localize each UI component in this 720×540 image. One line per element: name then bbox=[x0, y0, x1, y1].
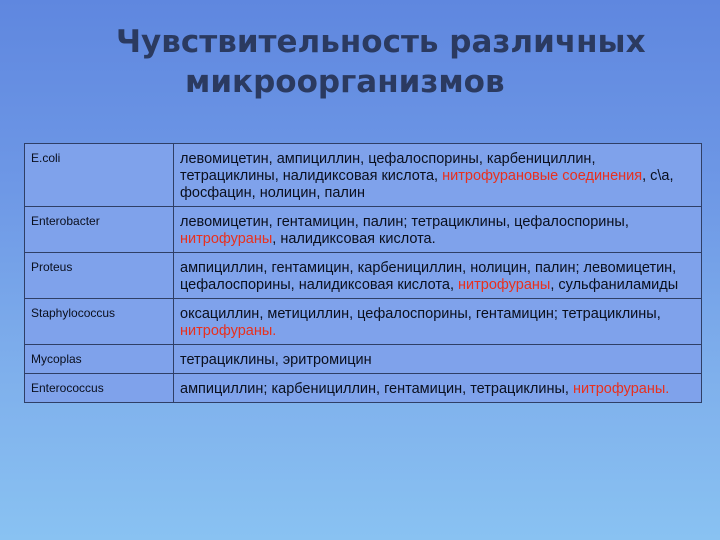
slide-title bbox=[0, 22, 720, 102]
antibiotics-cell bbox=[174, 299, 702, 345]
organism-cell: Enterobacter bbox=[25, 207, 174, 253]
antibiotics-cell bbox=[174, 144, 702, 207]
organism-cell: E.coli bbox=[25, 144, 174, 207]
table-row bbox=[25, 374, 702, 403]
drug-text: левомицетин, гентамицин, палин; тетрациклины, цефалоспорины, bbox=[180, 214, 629, 230]
drug-text: , сульфаниламиды bbox=[550, 277, 679, 293]
drug-text: левомицетин, ампициллин, цефалоспорины, карбенициллин, тетрациклины, налидиксовая кислота, bbox=[180, 151, 596, 184]
highlighted-drug-text: нитрофураны bbox=[458, 277, 551, 293]
organism-cell: Proteus bbox=[25, 253, 174, 299]
antibiotics-cell bbox=[174, 345, 702, 374]
slide-title-line-2: микроорганизмов bbox=[185, 64, 505, 100]
table-row bbox=[25, 299, 702, 345]
table-row bbox=[25, 253, 702, 299]
sensitivity-table bbox=[24, 143, 702, 403]
drug-text: ампициллин; карбенициллин, гентамицин, тетрациклины, bbox=[180, 381, 573, 397]
antibiotics-cell bbox=[174, 374, 702, 403]
table-row bbox=[25, 345, 702, 374]
table-row bbox=[25, 144, 702, 207]
drug-text: , с\а, фосфацин, нолицин, палин bbox=[180, 168, 674, 201]
drug-text: тетрациклины, эритромицин bbox=[180, 352, 372, 368]
highlighted-drug-text: нитрофураны. bbox=[180, 323, 277, 339]
slide-title-line-1: Чувствительность различных bbox=[116, 24, 646, 60]
antibiotics-cell bbox=[174, 253, 702, 299]
highlighted-drug-text: нитрофураны. bbox=[572, 381, 670, 397]
drug-text: оксациллин, метициллин, цефалоспорины, гентамицин; тетрациклины, bbox=[180, 306, 661, 322]
highlighted-drug-text: нитрофураны bbox=[180, 231, 273, 247]
sensitivity-table-body bbox=[25, 144, 702, 403]
drug-text: , налидиксовая кислота. bbox=[272, 231, 436, 247]
drug-text: ампициллин, гентамицин, карбенициллин, нолицин, палин; левомицетин, цефалоспорины, налидиксовая кислота, bbox=[180, 260, 677, 293]
antibiotics-cell bbox=[174, 207, 702, 253]
organism-cell: Staphylococcus bbox=[25, 299, 174, 345]
table-row bbox=[25, 207, 702, 253]
highlighted-drug-text: нитрофурановые соединения bbox=[442, 168, 643, 184]
organism-cell: Mycoplas bbox=[25, 345, 174, 374]
organism-cell: Enterococcus bbox=[25, 374, 174, 403]
